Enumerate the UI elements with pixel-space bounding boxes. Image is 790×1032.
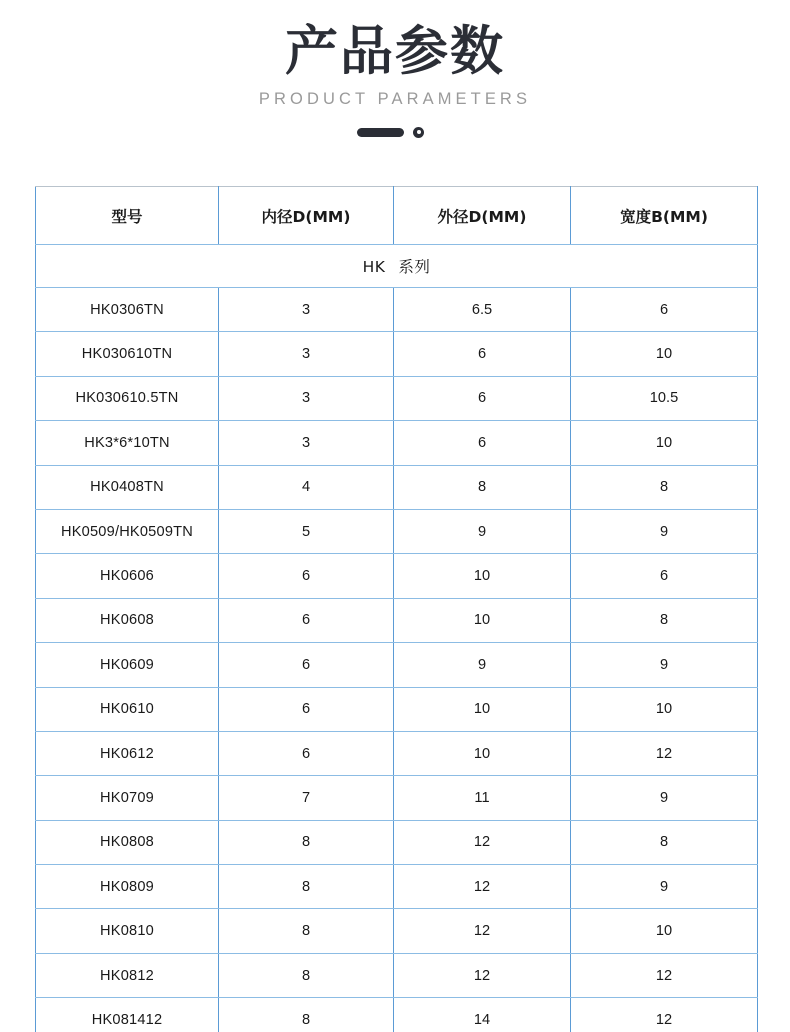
cell-inner-diameter: 6: [219, 687, 394, 731]
section-row-hk-series: [36, 245, 758, 288]
cell-outer-diameter: 8: [394, 465, 571, 509]
cell-inner-diameter: 8: [219, 953, 394, 997]
cell-outer-diameter: 12: [394, 865, 571, 909]
cell-model: HK0808: [36, 820, 219, 864]
cell-width: 10: [571, 421, 758, 465]
cell-model: HK0809: [36, 865, 219, 909]
cell-width: 9: [571, 643, 758, 687]
cell-outer-diameter: 9: [394, 509, 571, 553]
cell-model: HK0612: [36, 731, 219, 775]
cell-width: 9: [571, 509, 758, 553]
cell-width: 12: [571, 998, 758, 1032]
column-header-outer-diameter: 外径D(MM): [394, 187, 571, 245]
section-label: [36, 245, 758, 288]
cell-model: HK0509/HK0509TN: [36, 509, 219, 553]
table-row: [36, 598, 758, 642]
cell-model: HK0606: [36, 554, 219, 598]
cell-outer-diameter: 6.5: [394, 288, 571, 332]
table-row: [36, 288, 758, 332]
cell-inner-diameter: 8: [219, 865, 394, 909]
cell-width: 10: [571, 332, 758, 376]
cell-model: HK030610TN: [36, 332, 219, 376]
cell-width: 6: [571, 288, 758, 332]
column-header-width: 宽度B(MM): [571, 187, 758, 245]
cell-outer-diameter: 9: [394, 643, 571, 687]
table-header-row: [36, 187, 758, 245]
table-row: [36, 731, 758, 775]
table-row: [36, 332, 758, 376]
cell-inner-diameter: 8: [219, 909, 394, 953]
cell-outer-diameter: 12: [394, 820, 571, 864]
section-label-prefix: HK: [362, 258, 386, 276]
cell-outer-diameter: 6: [394, 376, 571, 420]
cell-inner-diameter: 6: [219, 554, 394, 598]
cell-model: HK0709: [36, 776, 219, 820]
cell-width: 10: [571, 687, 758, 731]
table-row: [36, 776, 758, 820]
cell-model: HK0608: [36, 598, 219, 642]
cell-outer-diameter: 10: [394, 687, 571, 731]
cell-width: 8: [571, 465, 758, 509]
table-row: [36, 421, 758, 465]
cell-width: 9: [571, 776, 758, 820]
cell-inner-diameter: 5: [219, 509, 394, 553]
table-row: [36, 865, 758, 909]
cell-inner-diameter: 8: [219, 998, 394, 1032]
cell-model: HK030610.5TN: [36, 376, 219, 420]
cell-model: HK0306TN: [36, 288, 219, 332]
table-row: [36, 554, 758, 598]
table-row: [36, 998, 758, 1032]
cell-inner-diameter: 6: [219, 643, 394, 687]
cell-width: 12: [571, 731, 758, 775]
divider-pill-icon: [357, 128, 404, 137]
cell-outer-diameter: 10: [394, 598, 571, 642]
cell-width: 6: [571, 554, 758, 598]
cell-inner-diameter: 7: [219, 776, 394, 820]
decorative-divider: [357, 125, 433, 139]
cell-model: HK3*6*10TN: [36, 421, 219, 465]
cell-outer-diameter: 12: [394, 953, 571, 997]
table-row: [36, 687, 758, 731]
cell-inner-diameter: 3: [219, 288, 394, 332]
table-row: [36, 509, 758, 553]
cell-model: HK0810: [36, 909, 219, 953]
table-row: [36, 376, 758, 420]
spec-table-container: [35, 186, 757, 1032]
divider-ring-icon: [413, 127, 424, 138]
page-header: [0, 0, 790, 139]
cell-width: 8: [571, 820, 758, 864]
cell-outer-diameter: 10: [394, 554, 571, 598]
cell-outer-diameter: 6: [394, 421, 571, 465]
cell-inner-diameter: 4: [219, 465, 394, 509]
cell-inner-diameter: 3: [219, 332, 394, 376]
cell-model: HK0609: [36, 643, 219, 687]
cell-width: 12: [571, 953, 758, 997]
cell-width: 10: [571, 909, 758, 953]
table-row: [36, 953, 758, 997]
cell-outer-diameter: 6: [394, 332, 571, 376]
section-label-suffix: 系列: [398, 258, 431, 276]
page-title: 产品参数: [285, 21, 505, 82]
cell-inner-diameter: 3: [219, 421, 394, 465]
cell-inner-diameter: 8: [219, 820, 394, 864]
cell-width: 8: [571, 598, 758, 642]
cell-outer-diameter: 10: [394, 731, 571, 775]
cell-model: HK081412: [36, 998, 219, 1032]
table-row: [36, 643, 758, 687]
cell-inner-diameter: 3: [219, 376, 394, 420]
cell-model: HK0408TN: [36, 465, 219, 509]
cell-outer-diameter: 14: [394, 998, 571, 1032]
cell-width: 10.5: [571, 376, 758, 420]
table-row: [36, 465, 758, 509]
spec-table-body: [36, 245, 758, 1032]
cell-model: HK0610: [36, 687, 219, 731]
spec-table: [35, 186, 758, 1032]
column-header-model: 型号: [36, 187, 219, 245]
cell-outer-diameter: 11: [394, 776, 571, 820]
cell-model: HK0812: [36, 953, 219, 997]
table-row: [36, 909, 758, 953]
column-header-inner-diameter: 内径D(MM): [219, 187, 394, 245]
table-row: [36, 820, 758, 864]
page-subtitle: PRODUCT PARAMETERS: [258, 90, 532, 109]
cell-width: 9: [571, 865, 758, 909]
cell-inner-diameter: 6: [219, 731, 394, 775]
cell-outer-diameter: 12: [394, 909, 571, 953]
cell-inner-diameter: 6: [219, 598, 394, 642]
